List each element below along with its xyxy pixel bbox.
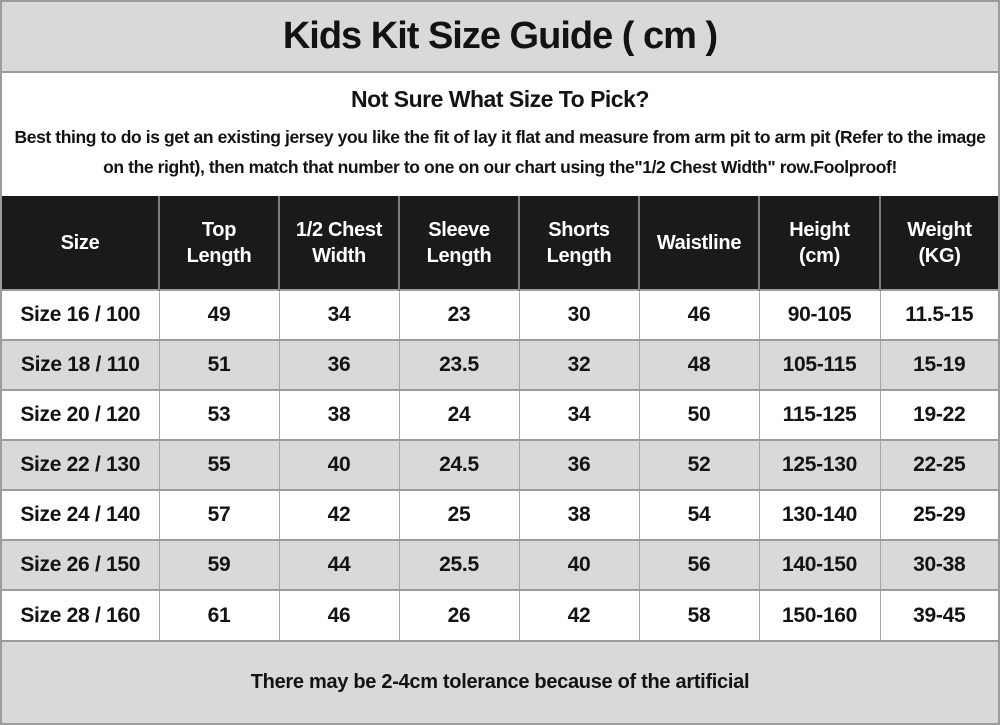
size-value-cell: 30 [519, 290, 639, 340]
size-value-cell: 57 [159, 490, 279, 540]
size-value-cell: 52 [639, 440, 759, 490]
size-value-cell: 34 [279, 290, 399, 340]
size-value-cell: 54 [639, 490, 759, 540]
size-value-cell: 36 [519, 440, 639, 490]
column-header-6: Height (cm) [759, 196, 880, 290]
row-size-label: Size 22 / 130 [2, 440, 159, 490]
column-header-3: Sleeve Length [399, 196, 519, 290]
size-value-cell: 51 [159, 340, 279, 390]
size-value-cell: 42 [279, 490, 399, 540]
size-value-cell: 140-150 [759, 540, 880, 590]
size-value-cell: 46 [279, 590, 399, 640]
page-title: Kids Kit Size Guide ( cm ) [282, 15, 718, 57]
size-value-cell: 105-115 [759, 340, 880, 390]
size-value-cell: 150-160 [759, 590, 880, 640]
table-row [2, 590, 998, 640]
size-table-head [2, 196, 998, 290]
size-value-cell: 56 [639, 540, 759, 590]
size-value-cell: 26 [399, 590, 519, 640]
table-row [2, 290, 998, 340]
size-value-cell: 23.5 [399, 340, 519, 390]
table-row [2, 490, 998, 540]
size-value-cell: 24 [399, 390, 519, 440]
size-value-cell: 53 [159, 390, 279, 440]
table-row [2, 340, 998, 390]
table-row [2, 390, 998, 440]
size-value-cell: 90-105 [759, 290, 880, 340]
title-bar [2, 2, 998, 73]
size-value-cell: 40 [279, 440, 399, 490]
column-header-4: Shorts Length [519, 196, 639, 290]
size-value-cell: 125-130 [759, 440, 880, 490]
size-value-cell: 25.5 [399, 540, 519, 590]
size-value-cell: 39-45 [880, 590, 998, 640]
size-value-cell: 42 [519, 590, 639, 640]
size-value-cell: 30-38 [880, 540, 998, 590]
size-value-cell: 22-25 [880, 440, 998, 490]
size-value-cell: 48 [639, 340, 759, 390]
size-value-cell: 25-29 [880, 490, 998, 540]
column-header-5: Waistline [639, 196, 759, 290]
size-value-cell: 11.5-15 [880, 290, 998, 340]
size-value-cell: 115-125 [759, 390, 880, 440]
tolerance-note: There may be 2-4cm tolerance because of the artificial [250, 671, 750, 693]
size-value-cell: 44 [279, 540, 399, 590]
column-header-0: Size [2, 196, 159, 290]
size-value-cell: 15-19 [880, 340, 998, 390]
intro-heading: Not Sure What Size To Pick? [351, 86, 649, 112]
size-value-cell: 23 [399, 290, 519, 340]
size-value-cell: 58 [639, 590, 759, 640]
footer-bar [2, 640, 998, 723]
column-header-2: 1/2 Chest Width [279, 196, 399, 290]
row-size-label: Size 20 / 120 [2, 390, 159, 440]
size-value-cell: 36 [279, 340, 399, 390]
intro-section [2, 73, 998, 196]
size-value-cell: 38 [279, 390, 399, 440]
size-value-cell: 25 [399, 490, 519, 540]
column-header-7: Weight (KG) [880, 196, 998, 290]
size-value-cell: 55 [159, 440, 279, 490]
row-size-label: Size 18 / 110 [2, 340, 159, 390]
table-row [2, 540, 998, 590]
size-value-cell: 61 [159, 590, 279, 640]
size-value-cell: 59 [159, 540, 279, 590]
intro-body: Best thing to do is get an existing jersey you like the fit of lay it flat and measure from arm pit to arm pit (Refer to the image on the right), then match that number to one on our chart using the"1/2 Chest Width" row.Foolproof! [14, 127, 986, 177]
row-size-label: Size 26 / 150 [2, 540, 159, 590]
row-size-label: Size 28 / 160 [2, 590, 159, 640]
size-table-header-row [2, 196, 998, 290]
size-value-cell: 34 [519, 390, 639, 440]
size-value-cell: 50 [639, 390, 759, 440]
size-value-cell: 40 [519, 540, 639, 590]
table-row [2, 440, 998, 490]
size-value-cell: 130-140 [759, 490, 880, 540]
row-size-label: Size 24 / 140 [2, 490, 159, 540]
size-value-cell: 24.5 [399, 440, 519, 490]
size-value-cell: 46 [639, 290, 759, 340]
column-header-1: Top Length [159, 196, 279, 290]
size-table-body [2, 290, 998, 640]
size-value-cell: 49 [159, 290, 279, 340]
size-table [2, 196, 998, 640]
row-size-label: Size 16 / 100 [2, 290, 159, 340]
size-value-cell: 38 [519, 490, 639, 540]
size-value-cell: 19-22 [880, 390, 998, 440]
size-value-cell: 32 [519, 340, 639, 390]
